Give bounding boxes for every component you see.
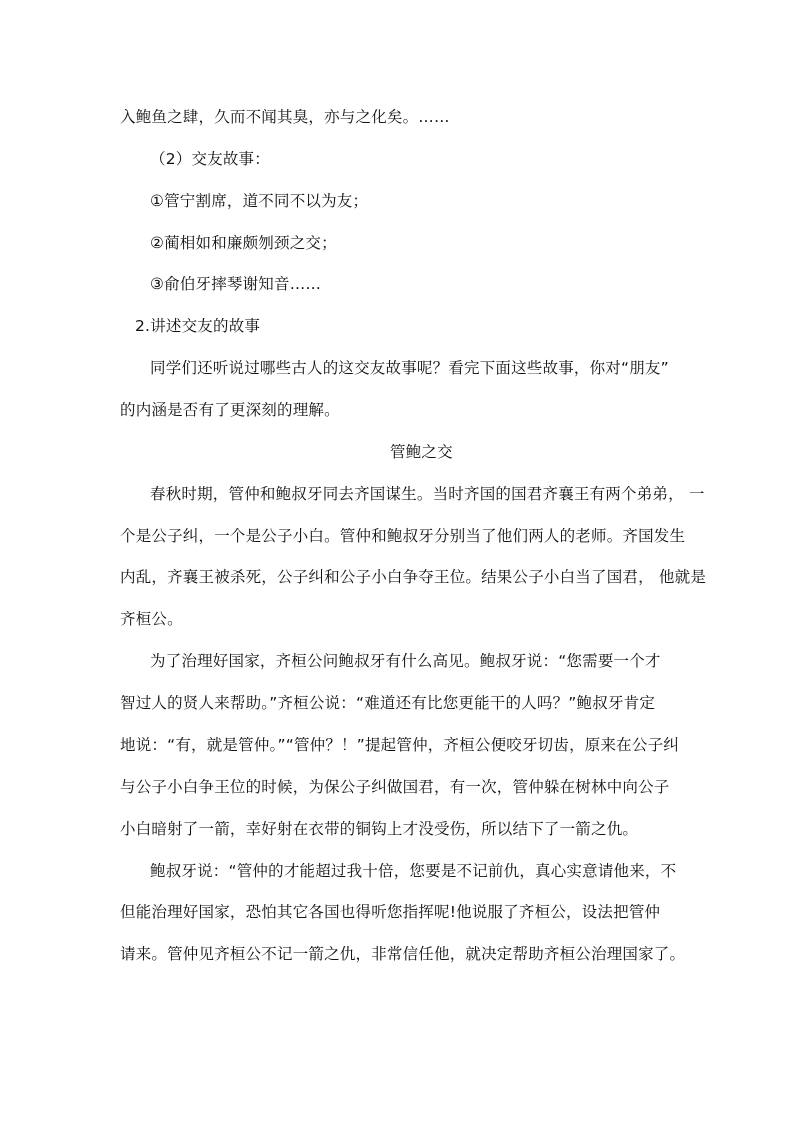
story-paragraph-2-line-1: 为了治理好国家，齐桓公问鲍叔牙有什么高见。鲍叔牙说：“您需要一个才 (150, 652, 661, 670)
paragraph-intro-line-1: 同学们还听说过哪些古人的这交友故事呢？看完下面这些故事，你对“朋友” (150, 359, 669, 377)
list-item-lin-xiangru: ②蔺相如和廉颇刎颈之交； (150, 234, 337, 252)
story-paragraph-2-line-4: 与公子小白争王位的时候，为保公子纠做国君，有一次，管仲躲在树林中向公子 (120, 778, 670, 796)
story-paragraph-1-line-3: 内乱，齐襄王被杀死，公子纠和公子小白争夺王位。结果公子小白当了国君， 他就是 (120, 568, 707, 586)
story-paragraph-2-line-5: 小白暗射了一箭，幸好射在衣带的铜钩上才没受伤，所以结下了一箭之仇。 (120, 820, 639, 838)
story-paragraph-1-line-1: 春秋时期，管仲和鲍叔牙同去齐国谋生。当时齐国的国君齐襄王有两个弟弟， 一 (150, 485, 705, 503)
section-heading-tell-stories: 2.讲述交友的故事 (135, 317, 261, 335)
list-item-yu-boya: ③俞伯牙摔琴谢知音…… (150, 275, 322, 293)
story-paragraph-3-line-3: 请来。管仲见齐桓公不记一箭之仇，非常信任他，就决定帮助齐桓公治理国家了。 (120, 945, 686, 963)
story-title: 管鲍之交 (390, 443, 453, 461)
paragraph-intro-line-2: 的内涵是否有了更深刻的理解。 (120, 401, 340, 419)
story-paragraph-2-line-3: 地说：“有，就是管仲。”“管仲？！”提起管仲，齐桓公便咬牙切齿，原来在公子纠 (120, 736, 679, 754)
story-paragraph-3-line-2: 但能治理好国家，恐怕其它各国也得听您指挥呢!他说服了齐桓公，设法把管仲 (120, 903, 661, 921)
list-item-guan-ning: ①管宁割席，道不同不以为友； (150, 192, 369, 210)
story-paragraph-2-line-2: 智过人的贤人来帮助。”齐桓公说：“难道还有比您更能干的人吗？”鲍叔牙肯定 (120, 694, 656, 712)
story-paragraph-1-line-2: 个是公子纠，一个是公子小白。管仲和鲍叔牙分别当了他们两人的老师。齐国发生 (120, 527, 686, 545)
section-heading-friendship-stories: （2）交友故事： (150, 150, 270, 168)
story-paragraph-1-line-4: 齐桓公。 (120, 610, 183, 628)
text-line-continuation: 入鲍鱼之肆，久而不闻其臭，亦与之化矣。…… (120, 108, 450, 126)
story-paragraph-3-line-1: 鲍叔牙说：“管仲的才能超过我十倍，您要是不记前仇，真心实意请他来，不 (150, 862, 677, 880)
